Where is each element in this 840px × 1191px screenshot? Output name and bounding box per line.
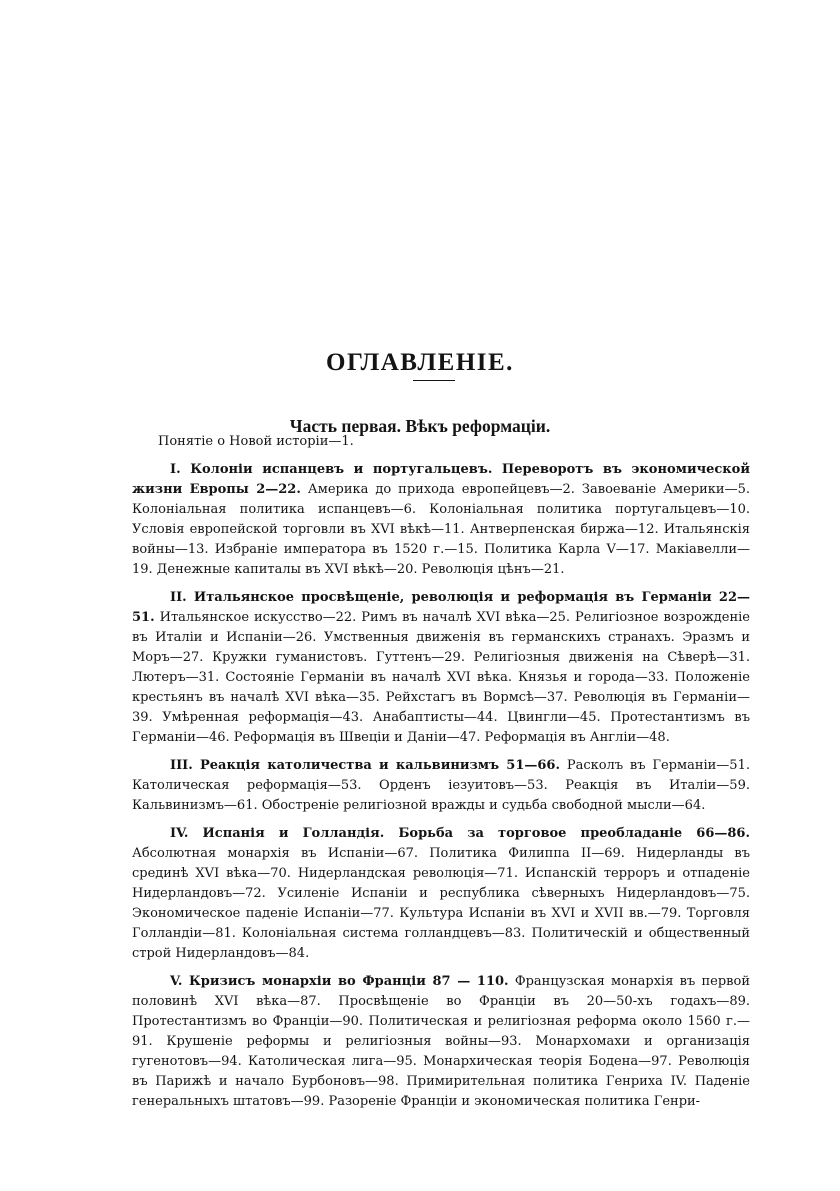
toc-section-heading: III. Реакція католичества и кальвинизмъ 51—66. <box>170 758 560 773</box>
toc-section-1 <box>132 460 750 580</box>
toc-section-text: Итальянское искусство—22. Римъ въ началѣ XVI вѣка—25. Религіозное возрожденіе въ Италіи и Испаніи—26. Умственныя движенія въ германскихъ странахъ. Эразмъ и Моръ—27. Кружки гуманистовъ. Гуттенъ—29. Религіозныя движенія на Сѣверѣ—31. Лютеръ—31. Состояніе Германіи въ началѣ XVI вѣка. Князья и города—33. Положеніе крестьянъ въ началѣ XVI вѣка—35. Рейхстагъ въ Вормсѣ—37. Революція въ Германіи—39. Умѣренная реформація—43. Анабаптисты—44. Цвингли—45. Протестантизмъ въ Германіи—46. Реформація въ Швеціи и Даніи—47. Реформація въ Англіи—48. <box>132 610 750 745</box>
toc-section-5 <box>132 972 750 1112</box>
toc-section-4 <box>132 824 750 964</box>
toc-section-text: Французская монархія въ первой половинѣ XVI вѣка—87. Просвѣщеніе во Франціи въ 20—50-хъ годахъ—89. Протестантизмъ во Франціи—90. Политическая и религіозная реформа около 1560 г.—91. Крушеніе реформы и религіозныя войны—93. Монархомахи и организація гугенотовъ—94. Католическая лига—95. Монархическая теорія Бодена—97. Революція въ Парижѣ и начало Бурбоновъ—98. Примирительная политика Генриха IV. Паденіе генеральныхъ штатовъ—99. Разореніе Франціи и экономическая политика Генри- <box>132 974 750 1109</box>
toc-section-heading: V. Кризисъ монархіи во Франціи 87 — 110. <box>170 974 509 989</box>
toc-section-3 <box>132 756 750 816</box>
toc-section-heading: I. Колоніи испанцевъ и португальцевъ. Переворотъ въ экономической жизни Европы 2—22. <box>132 462 750 497</box>
toc-section-text: Абсолютная монархія въ Испаніи—67. Политика Филиппа II—69. Нидерланды въ срединѣ XVI вѣка—70. Нидерландская революція—71. Испанскій терроръ и отпаденіе Нидерландовъ—72. Усиленіе Испаніи и республика сѣверныхъ Нидерландовъ—75. Экономическое паденіе Испаніи—77. Культура Испаніи въ XVI и XVII вв.—79. Торговля Голландіи—81. Колоніальная система голландцевъ—83. Политическій и общественный строй Нидерландовъ—84. <box>132 846 750 961</box>
title-divider <box>413 380 455 381</box>
toc-section-heading: IV. Испанія и Голландія. Борьба за торговое преобладаніе 66—86. <box>170 826 750 841</box>
toc-section-2 <box>132 588 750 748</box>
toc-intro: Понятіе о Новой исторіи—1. <box>158 434 354 449</box>
toc-section-text: Расколъ въ Германіи—51. Католическая реформація—53. Орденъ іезуитовъ—53. Реакція въ Италіи—59. Кальвинизмъ—61. Обостреніе религіозной вражды и судьба свободной мысли—64. <box>132 758 750 813</box>
page-title: ОГЛАВЛЕНІЕ. <box>326 348 514 376</box>
table-of-contents <box>132 432 750 1112</box>
part-title: Часть первая. Вѣкъ реформаціи. <box>289 415 551 436</box>
toc-section-heading: II. Итальянское просвѣщеніе, революція и реформація въ Германіи 22—51. <box>132 590 750 625</box>
toc-section-text: Америка до прихода европейцевъ—2. Завоеваніе Америки—5. Колоніальная политика испанцевъ—6. Колоніальная политика португальцевъ—10. Условія европейской торговли въ XVI вѣкѣ—11. Антверпенская биржа—12. Итальянскія войны—13. Избраніе императора въ 1520 г.—15. Политика Карла V—17. Макіавелли—19. Денежные капиталы въ XVI вѣкѣ—20. Революція цѣнъ—21. <box>132 482 750 577</box>
